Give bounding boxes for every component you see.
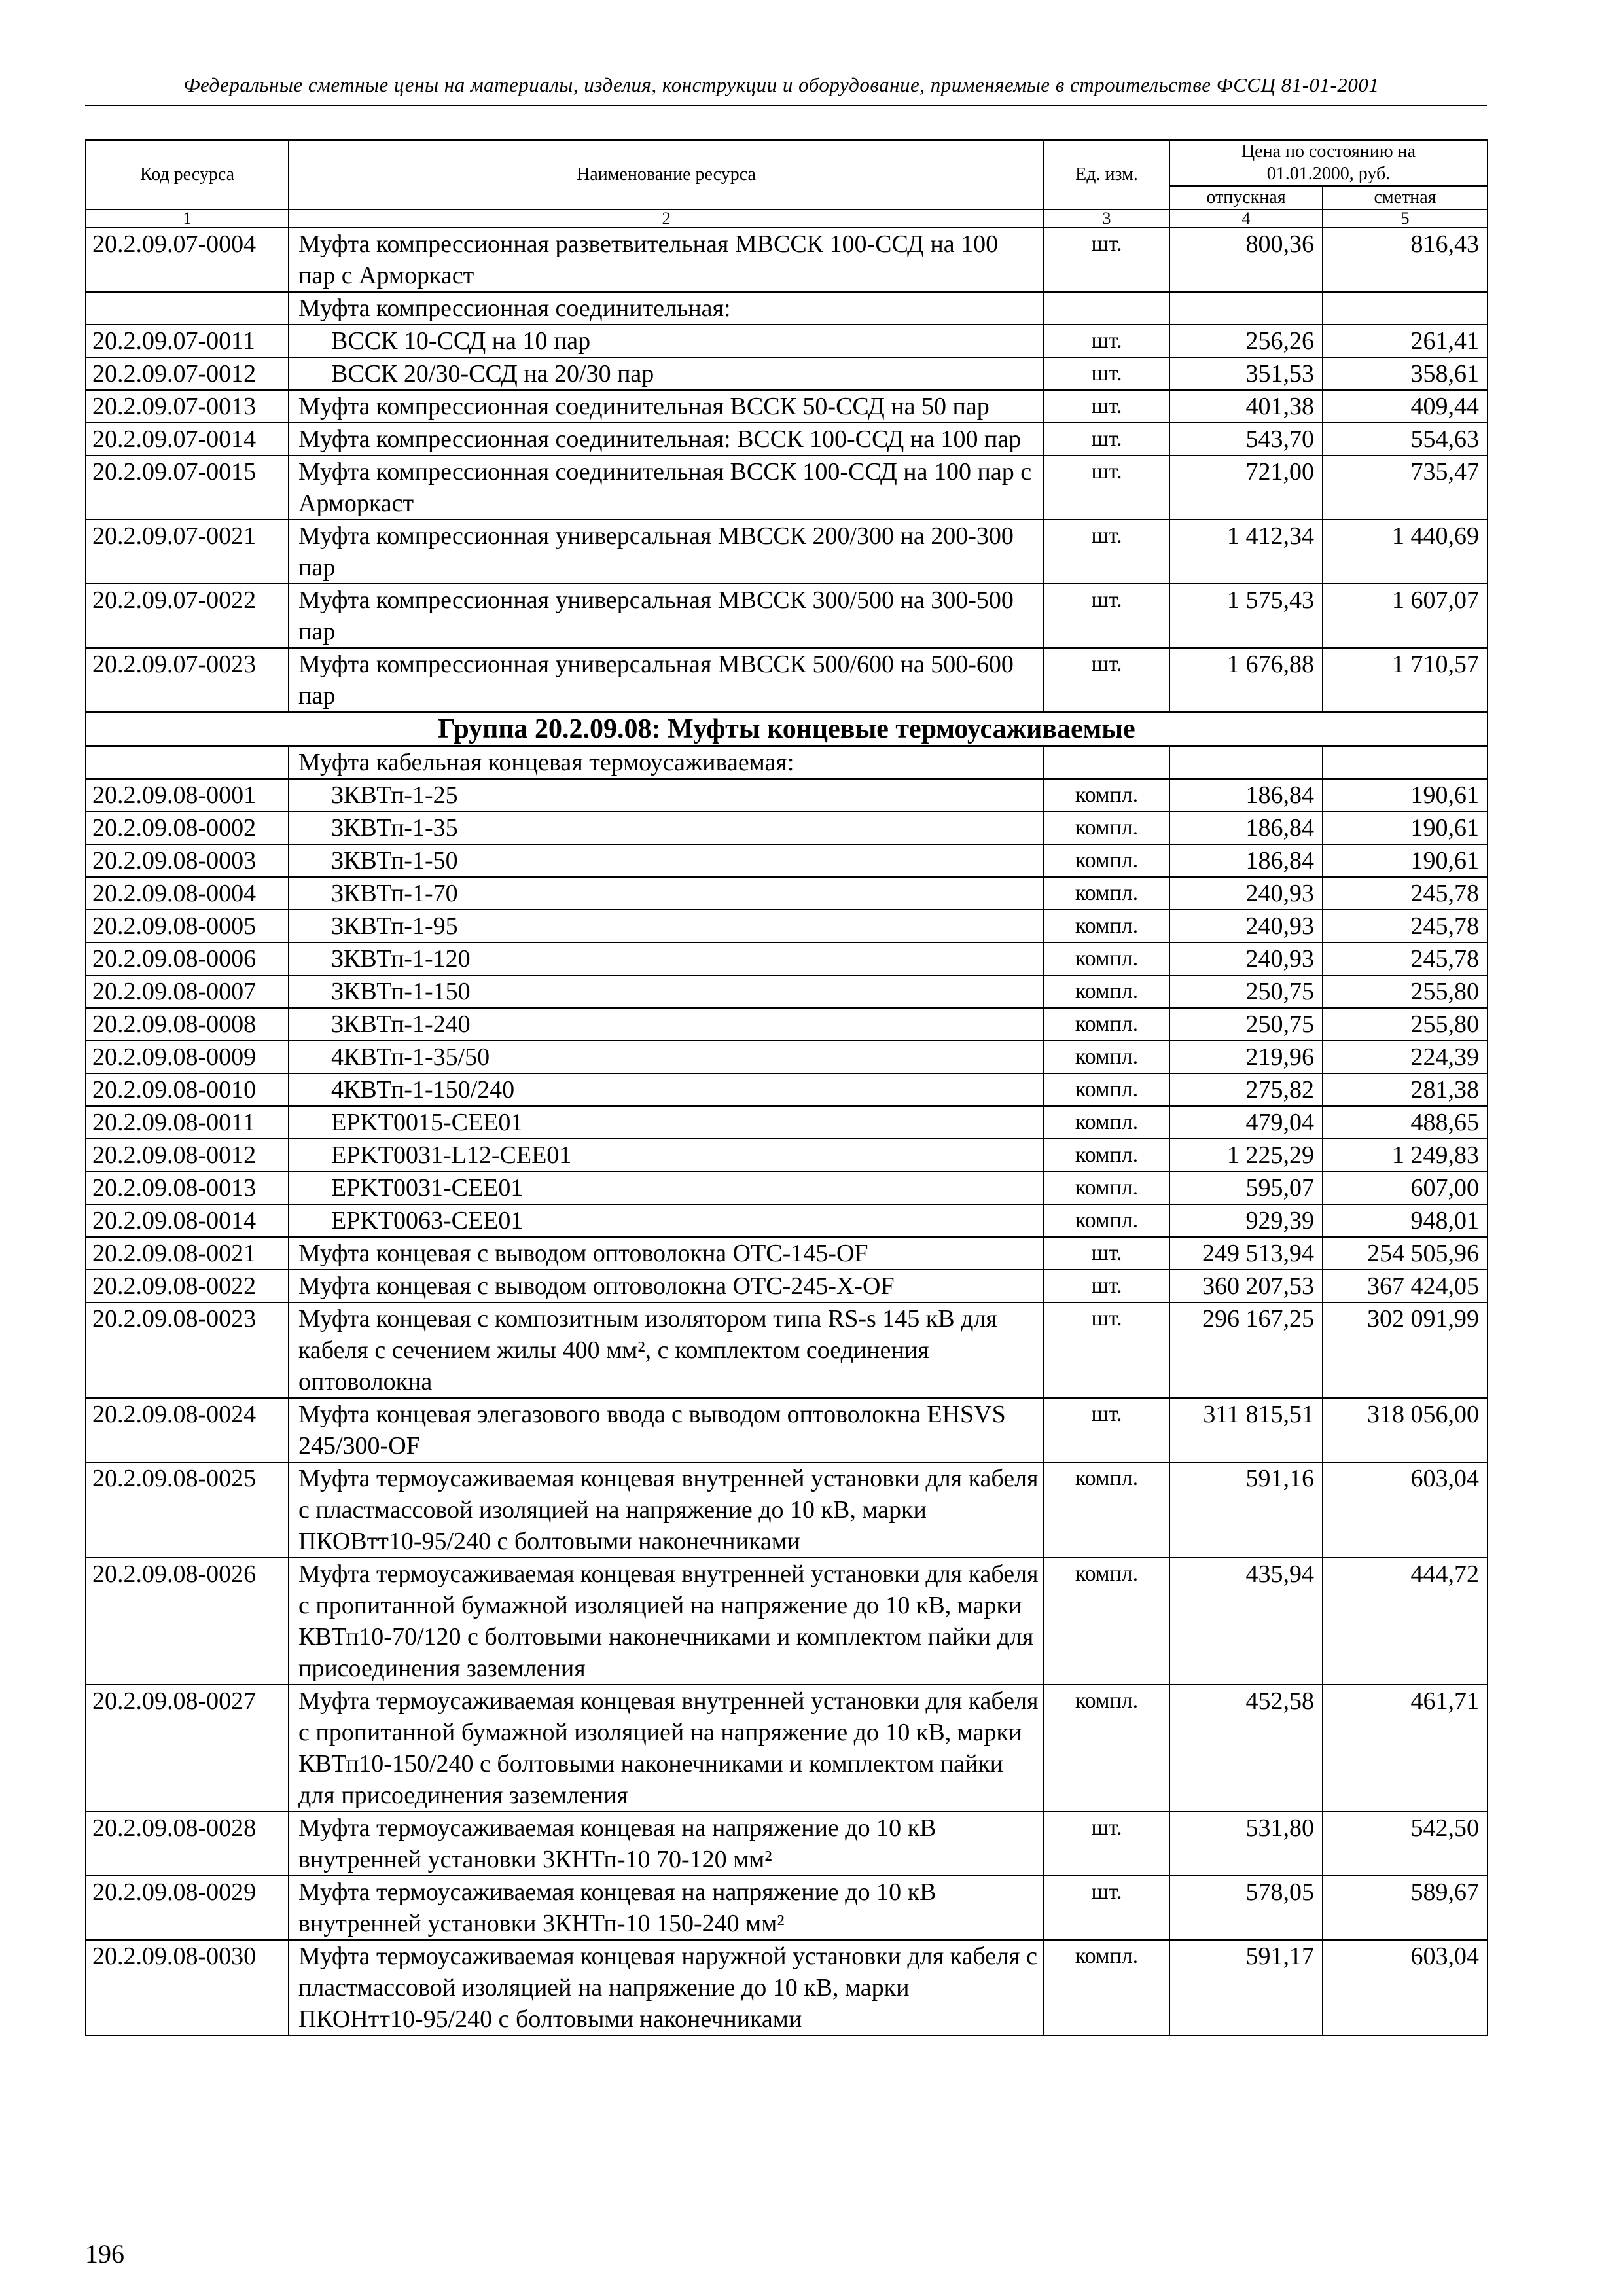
unit-cell: компл. [1044,877,1169,910]
estimate-price [1323,292,1488,325]
table-row [86,746,1488,779]
release-price: 452,58 [1169,1685,1323,1812]
resource-code [86,292,289,325]
release-price: 275,82 [1169,1073,1323,1106]
release-price: 240,93 [1169,942,1323,975]
resource-name: EPKT0031-L12-CEE01 [289,1139,1044,1172]
column-number: 2 [289,209,1044,228]
resource-name: Муфта компрессионная соединительная: ВССК 100-ССД на 100 пар [289,423,1044,456]
estimate-price: 542,50 [1323,1812,1488,1876]
unit-cell: шт. [1044,325,1169,357]
resource-name: Муфта компрессионная универсальная МВССК 500/600 на 500-600 пар [289,648,1044,712]
table-row [86,228,1488,292]
column-number: 3 [1044,209,1169,228]
resource-name: Муфта компрессионная универсальная МВССК 300/500 на 300-500 пар [289,584,1044,648]
table-row [86,1172,1488,1204]
resource-code: 20.2.09.08-0022 [86,1270,289,1302]
table-row [86,942,1488,975]
release-price: 435,94 [1169,1558,1323,1685]
release-price: 186,84 [1169,779,1323,812]
unit-cell: шт. [1044,456,1169,520]
estimate-price: 281,38 [1323,1073,1488,1106]
table-row [86,812,1488,844]
unit-cell: компл. [1044,1041,1169,1073]
resource-name: 3КВТп-1-25 [289,779,1044,812]
table-row [86,779,1488,812]
release-price: 296 167,25 [1169,1302,1323,1398]
resource-code: 20.2.09.08-0011 [86,1106,289,1139]
release-price: 360 207,53 [1169,1270,1323,1302]
release-price: 186,84 [1169,812,1323,844]
resource-name: 3КВТп-1-95 [289,910,1044,942]
estimate-price: 1 249,83 [1323,1139,1488,1172]
resource-code: 20.2.09.08-0026 [86,1558,289,1685]
resource-code: 20.2.09.07-0022 [86,584,289,648]
resource-code: 20.2.09.08-0024 [86,1398,289,1462]
resource-code: 20.2.09.08-0008 [86,1008,289,1041]
table-row [86,1073,1488,1106]
group-title: Группа 20.2.09.08: Муфты концевые термоусаживаемые [86,712,1488,746]
table-row [86,1237,1488,1270]
column-number: 4 [1169,209,1323,228]
header-price: Цена по состоянию на 01.01.2000, руб. [1169,140,1488,186]
resource-name: 3КВТп-1-240 [289,1008,1044,1041]
estimate-price: 261,41 [1323,325,1488,357]
header-release-price: отпускная [1169,186,1323,209]
unit-cell: компл. [1044,1558,1169,1685]
resource-name: Муфта термоусаживаемая концевая наружной установки для кабеля с пластмассовой изоляцией на напряжение до 10 кВ, марки ПКОНтт10-95/240 с болтовыми наконечниками [289,1940,1044,2036]
unit-cell: шт. [1044,1302,1169,1398]
column-number: 5 [1323,209,1488,228]
table-row [86,584,1488,648]
estimate-price [1323,746,1488,779]
estimate-price: 948,01 [1323,1204,1488,1237]
estimate-price: 589,67 [1323,1876,1488,1940]
resource-code: 20.2.09.08-0014 [86,1204,289,1237]
estimate-price: 245,78 [1323,877,1488,910]
resource-name: 3КВТп-1-120 [289,942,1044,975]
unit-cell: компл. [1044,942,1169,975]
estimate-price: 816,43 [1323,228,1488,292]
resource-name: ВССК 10-ССД на 10 пар [289,325,1044,357]
table-row [86,1940,1488,2036]
table-row [86,456,1488,520]
unit-cell: шт. [1044,423,1169,456]
table-row [86,1008,1488,1041]
resource-code: 20.2.09.08-0010 [86,1073,289,1106]
release-price: 721,00 [1169,456,1323,520]
unit-cell: компл. [1044,1073,1169,1106]
resource-name: Муфта компрессионная соединительная ВССК 50-ССД на 50 пар [289,390,1044,423]
resource-name: Муфта концевая элегазового ввода с выводом оптоволокна EHSVS 245/300-OF [289,1398,1044,1462]
unit-cell: шт. [1044,228,1169,292]
resource-name: Муфта кабельная концевая термоусаживаемая: [289,746,1044,779]
table-row [86,1106,1488,1139]
release-price: 929,39 [1169,1204,1323,1237]
estimate-price: 318 056,00 [1323,1398,1488,1462]
table-row [86,648,1488,712]
resource-code: 20.2.09.07-0015 [86,456,289,520]
release-price: 256,26 [1169,325,1323,357]
estimate-price: 735,47 [1323,456,1488,520]
resource-name: 4КВТп-1-150/240 [289,1073,1044,1106]
estimate-price: 255,80 [1323,1008,1488,1041]
release-price: 578,05 [1169,1876,1323,1940]
resource-name: Муфта концевая с выводом оптоволокна OTC-145-OF [289,1237,1044,1270]
estimate-price: 1 440,69 [1323,520,1488,584]
release-price: 479,04 [1169,1106,1323,1139]
resource-name: Муфта термоусаживаемая концевая внутренней установки для кабеля с пластмассовой изоляцией на напряжение до 10 кВ, марки ПКОВтт10-95/240 с болтовыми наконечниками [289,1462,1044,1558]
unit-cell: компл. [1044,1008,1169,1041]
estimate-price: 1 607,07 [1323,584,1488,648]
resource-name: Муфта компрессионная соединительная: [289,292,1044,325]
price-table [85,139,1488,2036]
unit-cell: шт. [1044,1270,1169,1302]
resource-name: Муфта концевая с выводом оптоволокна OTC-245-X-OF [289,1270,1044,1302]
unit-cell: шт. [1044,1812,1169,1876]
estimate-price: 461,71 [1323,1685,1488,1812]
running-header: Федеральные сметные цены на материалы, изделия, конструкции и оборудование, применяемые в строительстве ФССЦ 81-01-2001 [183,73,1380,96]
header-rule [85,105,1487,106]
table-row [86,520,1488,584]
unit-cell: компл. [1044,1685,1169,1812]
estimate-price: 603,04 [1323,1462,1488,1558]
header-code: Код ресурса [86,140,289,209]
unit-cell: шт. [1044,584,1169,648]
estimate-price: 409,44 [1323,390,1488,423]
release-price: 240,93 [1169,910,1323,942]
header-name: Наименование ресурса [289,140,1044,209]
unit-cell: компл. [1044,975,1169,1008]
estimate-price: 302 091,99 [1323,1302,1488,1398]
resource-name: Муфта термоусаживаемая концевая внутренней установки для кабеля с пропитанной бумажной изоляцией на напряжение до 10 кВ, марки КВТп10-70/120 с болтовыми наконечниками и комплектом пайки для присоединения заземления [289,1558,1044,1685]
resource-code: 20.2.09.08-0029 [86,1876,289,1940]
table-row [86,1876,1488,1940]
resource-code: 20.2.09.07-0013 [86,390,289,423]
resource-code: 20.2.09.07-0012 [86,357,289,390]
resource-name: Муфта термоусаживаемая концевая внутренней установки для кабеля с пропитанной бумажной изоляцией на напряжение до 10 кВ, марки КВТп10-150/240 с болтовыми наконечниками и комплектом пайки для присоединения заземления [289,1685,1044,1812]
unit-cell: шт. [1044,357,1169,390]
header-estimate-price: сметная [1323,186,1488,209]
table-row [86,1302,1488,1398]
table-row [86,910,1488,942]
release-price: 531,80 [1169,1812,1323,1876]
table-row [86,1558,1488,1685]
unit-cell: шт. [1044,1398,1169,1462]
resource-name: EPKT0063-CEE01 [289,1204,1044,1237]
resource-code: 20.2.09.08-0005 [86,910,289,942]
release-price [1169,292,1323,325]
table-row [86,1041,1488,1073]
resource-code: 20.2.09.07-0004 [86,228,289,292]
unit-cell: компл. [1044,844,1169,877]
unit-cell [1044,292,1169,325]
resource-code: 20.2.09.08-0004 [86,877,289,910]
resource-name: Муфта компрессионная соединительная ВССК 100-ССД на 100 пар с Арморкаст [289,456,1044,520]
resource-name: Муфта термоусаживаемая концевая на напряжение до 10 кВ внутренней установки 3КНТп-10 150-240 мм² [289,1876,1044,1940]
unit-cell: шт. [1044,1876,1169,1940]
estimate-price: 603,04 [1323,1940,1488,2036]
release-price: 250,75 [1169,975,1323,1008]
resource-name: 3КВТп-1-70 [289,877,1044,910]
resource-code: 20.2.09.08-0002 [86,812,289,844]
estimate-price: 444,72 [1323,1558,1488,1685]
unit-cell: компл. [1044,1106,1169,1139]
table-row [86,1398,1488,1462]
unit-cell: компл. [1044,812,1169,844]
release-price: 591,17 [1169,1940,1323,2036]
resource-code: 20.2.09.08-0027 [86,1685,289,1812]
resource-name: Муфта компрессионная разветвительная МВССК 100-ССД на 100 пар с Арморкаст [289,228,1044,292]
estimate-price: 1 710,57 [1323,648,1488,712]
estimate-price: 245,78 [1323,942,1488,975]
unit-cell: шт. [1044,1237,1169,1270]
estimate-price: 190,61 [1323,779,1488,812]
estimate-price: 224,39 [1323,1041,1488,1073]
page-number: 196 [85,2239,124,2269]
header-unit: Ед. изм. [1044,140,1169,209]
table-row [86,1139,1488,1172]
table-row [86,877,1488,910]
unit-cell: компл. [1044,1940,1169,2036]
release-price: 240,93 [1169,877,1323,910]
release-price: 1 575,43 [1169,584,1323,648]
estimate-price: 254 505,96 [1323,1237,1488,1270]
table-row [86,1812,1488,1876]
resource-code: 20.2.09.08-0009 [86,1041,289,1073]
estimate-price: 607,00 [1323,1172,1488,1204]
release-price: 186,84 [1169,844,1323,877]
release-price: 591,16 [1169,1462,1323,1558]
resource-code: 20.2.09.08-0021 [86,1237,289,1270]
resource-code: 20.2.09.08-0025 [86,1462,289,1558]
unit-cell: компл. [1044,910,1169,942]
release-price: 351,53 [1169,357,1323,390]
release-price: 543,70 [1169,423,1323,456]
resource-name: ВССК 20/30-ССД на 20/30 пар [289,357,1044,390]
release-price: 311 815,51 [1169,1398,1323,1462]
resource-code: 20.2.09.07-0011 [86,325,289,357]
resource-code: 20.2.09.08-0023 [86,1302,289,1398]
release-price: 1 676,88 [1169,648,1323,712]
resource-name: 3КВТп-1-35 [289,812,1044,844]
release-price: 595,07 [1169,1172,1323,1204]
unit-cell: компл. [1044,1204,1169,1237]
release-price: 800,36 [1169,228,1323,292]
resource-name: Муфта термоусаживаемая концевая на напряжение до 10 кВ внутренней установки 3КНТп-10 70-120 мм² [289,1812,1044,1876]
resource-code: 20.2.09.08-0007 [86,975,289,1008]
resource-code: 20.2.09.08-0028 [86,1812,289,1876]
resource-code: 20.2.09.07-0023 [86,648,289,712]
table-row [86,1270,1488,1302]
unit-cell [1044,746,1169,779]
resource-code: 20.2.09.08-0030 [86,1940,289,2036]
estimate-price: 358,61 [1323,357,1488,390]
estimate-price: 245,78 [1323,910,1488,942]
table-row [86,423,1488,456]
unit-cell: компл. [1044,1462,1169,1558]
release-price: 219,96 [1169,1041,1323,1073]
resource-code: 20.2.09.08-0003 [86,844,289,877]
resource-name: EPKT0015-CEE01 [289,1106,1044,1139]
resource-code: 20.2.09.07-0021 [86,520,289,584]
unit-cell: шт. [1044,520,1169,584]
table-row [86,325,1488,357]
resource-code: 20.2.09.08-0012 [86,1139,289,1172]
release-price: 1 225,29 [1169,1139,1323,1172]
resource-code: 20.2.09.08-0001 [86,779,289,812]
resource-code [86,746,289,779]
unit-cell: компл. [1044,1139,1169,1172]
table-row [86,1204,1488,1237]
resource-name: 3КВТп-1-50 [289,844,1044,877]
table-row [86,1685,1488,1812]
estimate-price: 554,63 [1323,423,1488,456]
table-row [86,844,1488,877]
resource-code: 20.2.09.08-0013 [86,1172,289,1204]
estimate-price: 488,65 [1323,1106,1488,1139]
table-row [86,292,1488,325]
resource-code: 20.2.09.08-0006 [86,942,289,975]
release-price: 250,75 [1169,1008,1323,1041]
table-row [86,357,1488,390]
unit-cell: шт. [1044,648,1169,712]
estimate-price: 190,61 [1323,812,1488,844]
group-title-row [86,712,1488,746]
estimate-price: 190,61 [1323,844,1488,877]
release-price: 1 412,34 [1169,520,1323,584]
resource-name: Муфта компрессионная универсальная МВССК 200/300 на 200-300 пар [289,520,1044,584]
resource-name: 3КВТп-1-150 [289,975,1044,1008]
table-row [86,390,1488,423]
unit-cell: компл. [1044,779,1169,812]
resource-name: 4КВТп-1-35/50 [289,1041,1044,1073]
table-row [86,975,1488,1008]
column-number: 1 [86,209,289,228]
unit-cell: компл. [1044,1172,1169,1204]
resource-code: 20.2.09.07-0014 [86,423,289,456]
column-numbers-row [86,209,1488,228]
resource-name: Муфта концевая с композитным изолятором типа RS-s 145 кВ для кабеля с сечением жилы 400 мм², с комплектом соединения оптоволокна [289,1302,1044,1398]
estimate-price: 367 424,05 [1323,1270,1488,1302]
table-row [86,1462,1488,1558]
unit-cell: шт. [1044,390,1169,423]
estimate-price: 255,80 [1323,975,1488,1008]
release-price [1169,746,1323,779]
release-price: 401,38 [1169,390,1323,423]
resource-name: EPKT0031-CEE01 [289,1172,1044,1204]
release-price: 249 513,94 [1169,1237,1323,1270]
